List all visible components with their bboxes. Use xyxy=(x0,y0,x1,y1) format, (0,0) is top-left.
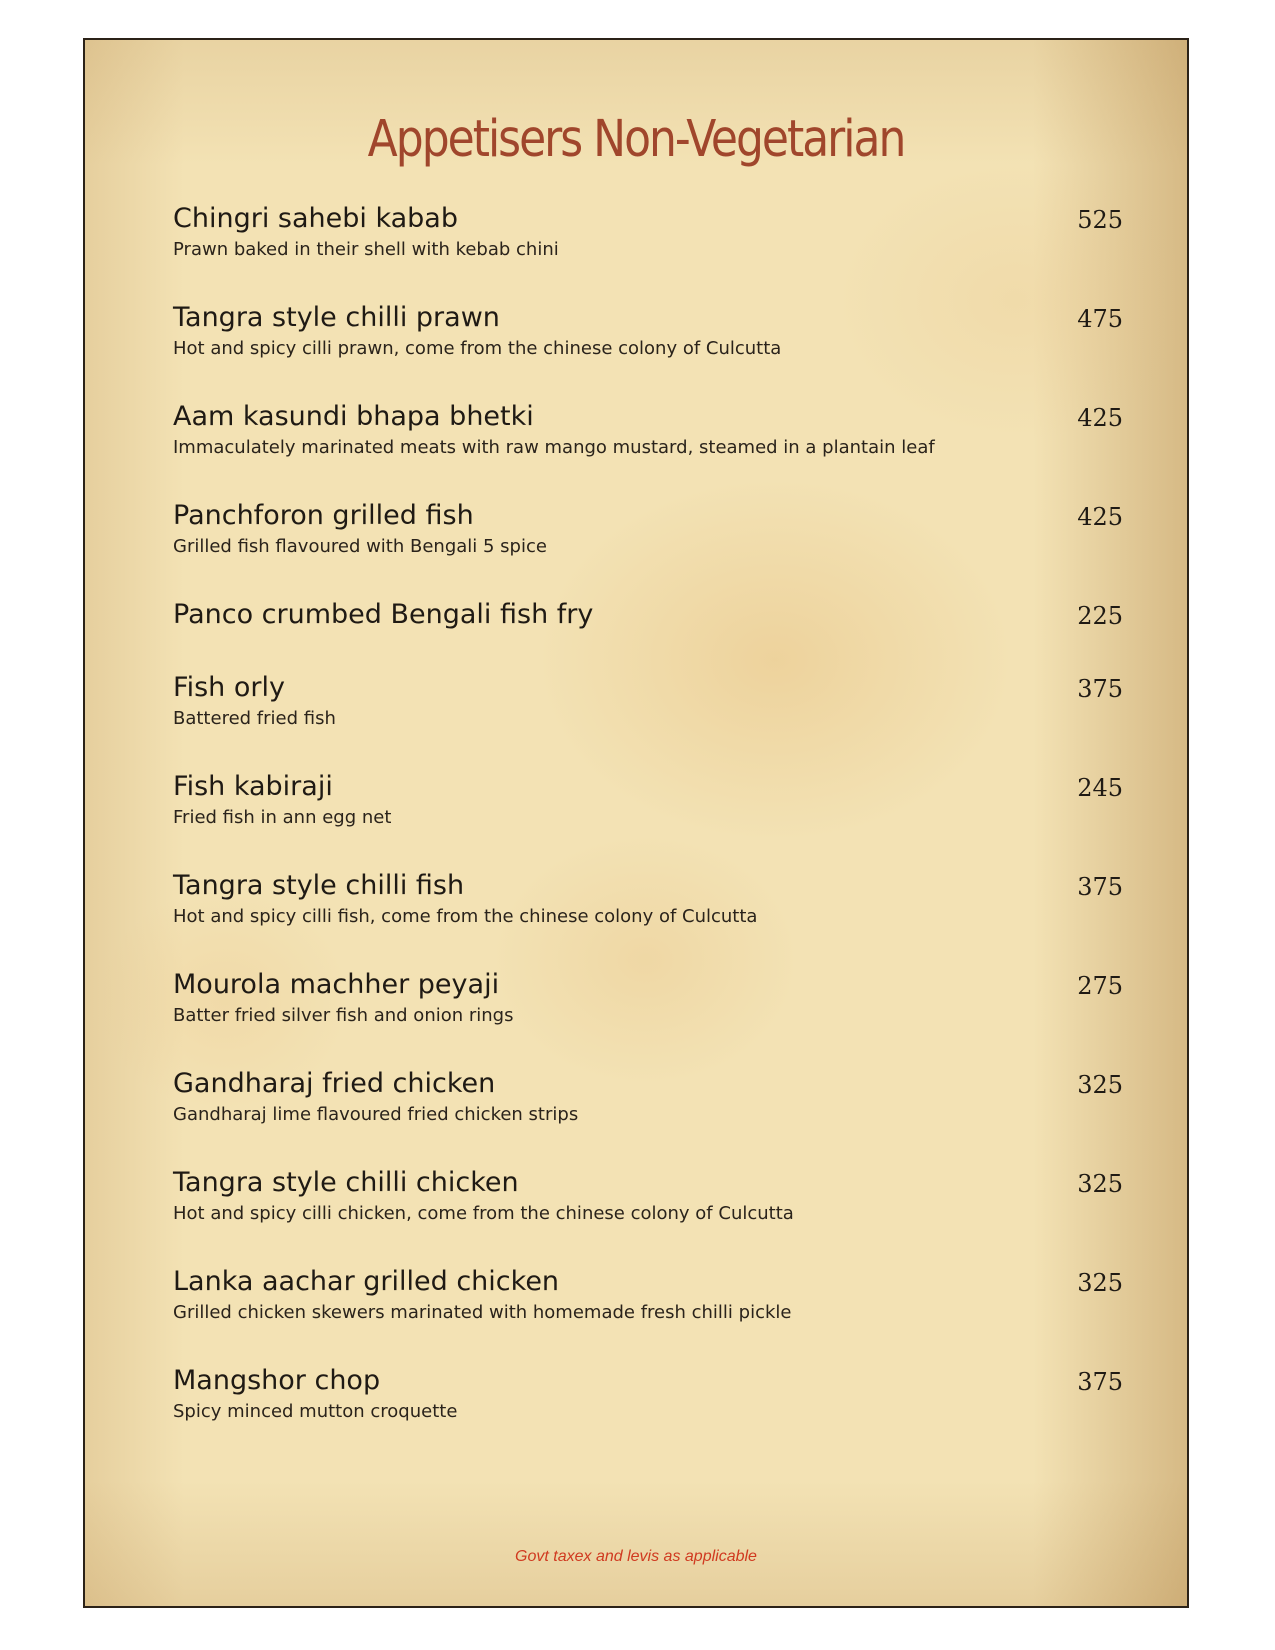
item-name: Tangra style chilli prawn xyxy=(173,302,500,333)
item-description: Hot and spicy cilli fish, come from the chinese colony of Culcutta xyxy=(173,906,758,927)
item-price: 275 xyxy=(1077,972,1123,1000)
item-name: Gandharaj fried chicken xyxy=(173,1068,496,1099)
item-name: Fish kabiraji xyxy=(173,771,333,802)
item-name: Chingri sahebi kabab xyxy=(173,203,458,234)
item-price: 475 xyxy=(1077,305,1123,333)
item-name: Tangra style chilli chicken xyxy=(173,1167,519,1198)
item-name: Panco crumbed Bengali fish fry xyxy=(173,599,594,630)
menu-title: Appetisers Non-Vegetarian xyxy=(367,110,905,169)
menu-item xyxy=(173,1364,1123,1463)
menu-item xyxy=(173,1265,1123,1364)
menu-item xyxy=(173,1166,1123,1265)
menu-item xyxy=(173,301,1123,400)
menu-page xyxy=(83,38,1189,1608)
menu-item xyxy=(173,499,1123,598)
item-price: 525 xyxy=(1077,206,1123,234)
item-price: 375 xyxy=(1077,873,1123,901)
item-name: Panchforon grilled fish xyxy=(173,500,474,531)
item-name: Mangshor chop xyxy=(173,1365,381,1396)
menu-item xyxy=(173,1067,1123,1166)
item-description: Grilled fish flavoured with Bengali 5 spice xyxy=(173,536,547,557)
item-description: Battered fried fish xyxy=(173,708,336,729)
menu-item xyxy=(173,202,1123,301)
menu-item xyxy=(173,869,1123,968)
item-price: 245 xyxy=(1077,774,1123,802)
item-price: 425 xyxy=(1077,503,1123,531)
item-description: Batter fried silver fish and onion rings xyxy=(173,1005,514,1026)
item-description: Fried fish in ann egg net xyxy=(173,807,392,828)
item-price: 225 xyxy=(1077,602,1123,630)
menu-item xyxy=(173,770,1123,869)
item-price: 325 xyxy=(1077,1071,1123,1099)
menu-item-list xyxy=(173,202,1123,1463)
item-name: Tangra style chilli fish xyxy=(173,870,465,901)
item-description: Gandharaj lime flavoured fried chicken strips xyxy=(173,1104,579,1125)
item-name: Aam kasundi bhapa bhetki xyxy=(173,401,534,432)
item-name: Fish orly xyxy=(173,672,285,703)
item-price: 425 xyxy=(1077,404,1123,432)
item-name: Mourola machher peyaji xyxy=(173,969,500,1000)
item-name: Lanka aachar grilled chicken xyxy=(173,1266,560,1297)
item-description: Hot and spicy cilli chicken, come from the chinese colony of Culcutta xyxy=(173,1203,794,1224)
menu-item xyxy=(173,598,1123,671)
item-description: Immaculately marinated meats with raw mango mustard, steamed in a plantain leaf xyxy=(173,437,935,458)
tax-note: Govt taxex and levis as applicable xyxy=(515,1548,757,1565)
item-description: Spicy minced mutton croquette xyxy=(173,1401,458,1422)
item-price: 375 xyxy=(1077,1368,1123,1396)
item-price: 325 xyxy=(1077,1170,1123,1198)
item-description: Prawn baked in their shell with kebab chini xyxy=(173,239,559,260)
item-description: Grilled chicken skewers marinated with homemade fresh chilli pickle xyxy=(173,1302,792,1323)
item-price: 375 xyxy=(1077,675,1123,703)
item-description: Hot and spicy cilli prawn, come from the chinese colony of Culcutta xyxy=(173,338,782,359)
menu-item xyxy=(173,671,1123,770)
menu-item xyxy=(173,400,1123,499)
menu-item xyxy=(173,968,1123,1067)
item-price: 325 xyxy=(1077,1269,1123,1297)
